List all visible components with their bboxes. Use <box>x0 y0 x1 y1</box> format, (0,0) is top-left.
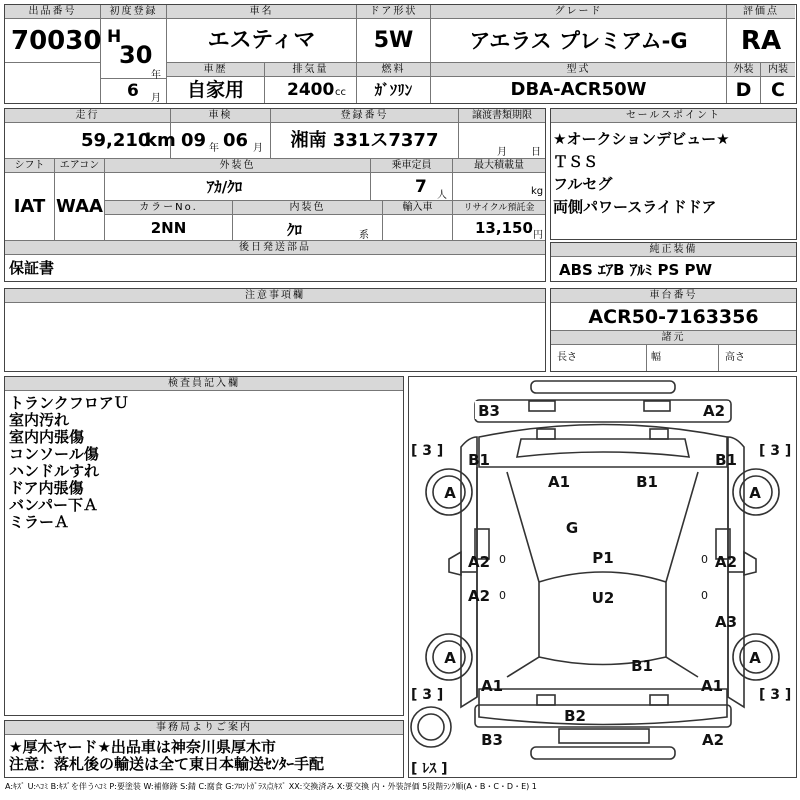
grade-value: アエラス プレミアム-G <box>431 19 727 63</box>
shift-label: シフト <box>5 159 55 173</box>
equipment-label: 純正装備 <box>551 243 796 257</box>
ac-value: WAA <box>55 173 105 241</box>
mark-rear-bar: B2 <box>564 707 586 725</box>
zero-mark: 0 <box>499 553 506 566</box>
max-load-unit: kg <box>531 186 544 197</box>
width-label: 幅 <box>647 345 719 371</box>
recycle-value: 13,150 <box>475 219 533 237</box>
recycle-unit: 円 <box>533 230 543 241</box>
sales-point-item: ＴＳＳ <box>553 152 599 171</box>
note-line: バンパー下Ａ <box>9 496 98 514</box>
tread-rl: [ 3 ] <box>411 687 444 703</box>
length-label: 長さ <box>551 345 647 371</box>
tread-rr: [ 3 ] <box>759 687 792 703</box>
mark-tire-fr: A <box>749 484 761 502</box>
zero-mark: 0 <box>701 553 708 566</box>
inspection-year: 09 <box>181 130 207 151</box>
spare-label: [ ﾚｽ ] <box>411 761 448 777</box>
tread-fl: [ 3 ] <box>411 443 444 459</box>
transfer-label: 譲渡書類期限 <box>459 109 545 123</box>
sales-point-item: ★オークションデビュー★ <box>553 130 730 148</box>
mark-hood-l: A1 <box>547 473 571 491</box>
import-label: 輸入車 <box>383 201 453 215</box>
header-section <box>4 4 797 104</box>
mark-fl-door: B1 <box>468 451 490 469</box>
displacement-value: 2400 <box>287 80 335 100</box>
era-year: 30 <box>119 41 153 69</box>
mark-tire-rl: A <box>444 649 456 667</box>
int-color-label: 内装色 <box>233 201 383 215</box>
note-line: コンソール傷 <box>9 445 99 463</box>
door-value: 5W <box>357 19 431 63</box>
mark-rl-corner: A1 <box>480 677 504 695</box>
equipment-section <box>550 242 797 282</box>
model-label: 型式 <box>431 63 727 77</box>
sales-point-item: フルセグ <box>553 175 613 193</box>
max-load-label: 最大積載量 <box>453 159 545 173</box>
door-label: ドア形状 <box>357 5 431 19</box>
office-line: 注意：落札後の輸送は全て東日本輸送ｾﾝﾀｰ手配 <box>9 755 325 773</box>
interior-label: 内装 <box>761 63 795 77</box>
mark-rr-corner: A1 <box>700 677 724 695</box>
mark-rear-b1: B1 <box>631 657 653 675</box>
caution-section <box>4 288 546 372</box>
recycle-cell <box>453 215 545 241</box>
exterior-value: D <box>727 77 761 103</box>
score-label: 評価点 <box>727 5 795 19</box>
ext-color-label: 外装色 <box>105 159 371 173</box>
reg-month: 6 <box>127 81 139 101</box>
mark-front-left: B3 <box>478 402 500 420</box>
first-reg-year <box>101 19 167 79</box>
import-cell <box>383 215 453 241</box>
history-label: 車歴 <box>167 63 265 77</box>
details-section <box>4 108 546 282</box>
inspector-section <box>4 376 404 716</box>
month-unit: 月 <box>151 93 161 104</box>
capacity-unit: 人 <box>437 190 447 201</box>
inspection-month-unit: 月 <box>253 143 263 154</box>
capacity-value: 7 <box>415 177 427 197</box>
office-section <box>4 720 404 778</box>
car-outline <box>409 377 796 777</box>
damage-diagram <box>408 376 797 778</box>
note-line: 室内汚れ <box>9 411 70 429</box>
lot-label: 出品番号 <box>5 5 101 19</box>
inspector-label: 検査員記入欄 <box>5 377 403 391</box>
inspection-month: 06 <box>223 130 249 151</box>
recycle-label: リサイクル預託金 <box>453 201 545 215</box>
exterior-label: 外装 <box>727 63 761 77</box>
fuel-label: 燃料 <box>357 63 431 77</box>
zero-mark: 0 <box>499 589 506 602</box>
inspection-year-unit: 年 <box>209 143 219 154</box>
transfer-day-unit: 日 <box>531 147 541 158</box>
mileage-value: 59,210 <box>81 130 151 151</box>
tread-fr: [ 3 ] <box>759 443 792 459</box>
transfer-month-unit: 月 <box>497 147 507 158</box>
era: H <box>107 27 122 47</box>
office-line: ★厚木ヤード★出品車は神奈川県厚木市 <box>9 738 276 756</box>
later-parts-label: 後日発送部品 <box>5 241 545 255</box>
int-color-cell <box>233 215 383 241</box>
capacity-label: 乗車定員 <box>371 159 453 173</box>
lot-number: 70030 <box>5 19 101 63</box>
color-no-value: 2NN <box>105 215 233 241</box>
shift-value: IAT <box>5 173 55 241</box>
mark-rear-right: A2 <box>701 731 725 749</box>
inspection-cell <box>171 123 271 159</box>
sales-point-item: 両側パワースライドドア <box>553 197 717 216</box>
capacity-cell <box>371 173 453 201</box>
mark-l-front: A2 <box>467 553 491 571</box>
inspection-label: 車検 <box>171 109 271 123</box>
score-value: RA <box>727 19 795 63</box>
note-line: トランクフロアＵ <box>9 394 129 412</box>
fuel-value: ｶﾞｿﾘﾝ <box>357 77 431 103</box>
mark-fr-door: B1 <box>715 451 737 469</box>
mileage-cell <box>5 123 176 159</box>
color-no-label: カラーNo. <box>105 201 233 215</box>
transfer-cell <box>459 123 545 159</box>
mark-roof: G <box>565 519 579 537</box>
mark-tire-fl: A <box>444 484 456 502</box>
mark-hood-r: B1 <box>636 473 658 491</box>
displacement-label: 排気量 <box>265 63 357 77</box>
mark-r-rear: A3 <box>714 613 738 631</box>
mileage-label: 走行 <box>5 109 171 123</box>
cc-unit: cc <box>335 87 346 98</box>
first-reg-month <box>101 79 167 103</box>
dims-label: 諸元 <box>551 331 796 345</box>
int-color-unit: 系 <box>359 230 369 241</box>
plate-value: 湘南 331ス7377 <box>271 123 459 159</box>
sales-points-list <box>553 128 730 218</box>
chassis-label: 車台番号 <box>551 289 796 303</box>
equipment-value: ABS ｴｱB ｱﾙﾐ PS PW <box>559 261 713 279</box>
note-line: ハンドルすれ <box>9 462 100 480</box>
later-parts-value: 保証書 <box>9 259 55 277</box>
legend: A:ｷｽﾞ U:ﾍｺﾐ B:ｷｽﾞを伴うﾍｺﾐ P:要塗装 W:補修跡 S:錆 C:腐食 G:ﾌﾛﾝﾄｶﾞﾗｽ点ｷｽﾞ XX:交換済み X:要交換 内・外装評価 5段階ﾗﾝｸ順(A・B・C・D・E) 1 <box>5 782 537 791</box>
model-value: DBA-ACR50W <box>431 77 727 103</box>
note-line: 室内内張傷 <box>9 428 85 446</box>
mark-r-front: A2 <box>714 553 738 571</box>
plate-label: 登録番号 <box>271 109 459 123</box>
max-load-cell <box>453 173 545 201</box>
note-line: ミラーＡ <box>9 513 70 531</box>
caution-label: 注意事項欄 <box>5 289 545 303</box>
ac-label: エアコン <box>55 159 105 173</box>
height-label: 高さ <box>725 352 745 363</box>
zero-mark: 0 <box>701 589 708 602</box>
mileage-unit: km <box>145 130 176 151</box>
ext-color-value: ｱｶ/ｸﾛ <box>105 173 371 201</box>
sales-points-section <box>550 108 797 240</box>
car-name-label: 車名 <box>167 5 357 19</box>
mark-tire-rr: A <box>749 649 761 667</box>
lot-blank <box>5 63 101 103</box>
displacement-cell <box>265 77 357 103</box>
grade-label: グレード <box>431 5 727 19</box>
note-line: ドア内張傷 <box>9 479 84 497</box>
int-color-value: ｸﾛ <box>287 221 303 239</box>
car-name: エスティマ <box>167 19 357 63</box>
office-label: 事務局よりご案内 <box>5 721 403 735</box>
chassis-value: ACR50-7163356 <box>551 303 796 331</box>
first-reg-label: 初度登録 <box>101 5 167 19</box>
mark-center: P1 <box>592 549 614 567</box>
history-value: 自家用 <box>167 77 265 103</box>
chassis-section <box>550 288 797 372</box>
mark-l-rear: A2 <box>467 587 491 605</box>
mark-front-right: A2 <box>702 402 726 420</box>
office-notes <box>5 737 328 775</box>
interior-value: C <box>771 79 785 101</box>
mark-rear-left: B3 <box>481 731 503 749</box>
mark-floor: U2 <box>591 589 615 607</box>
sales-points-label: セールスポイント <box>551 109 796 123</box>
year-unit: 年 <box>151 70 161 81</box>
inspector-notes <box>5 393 133 533</box>
